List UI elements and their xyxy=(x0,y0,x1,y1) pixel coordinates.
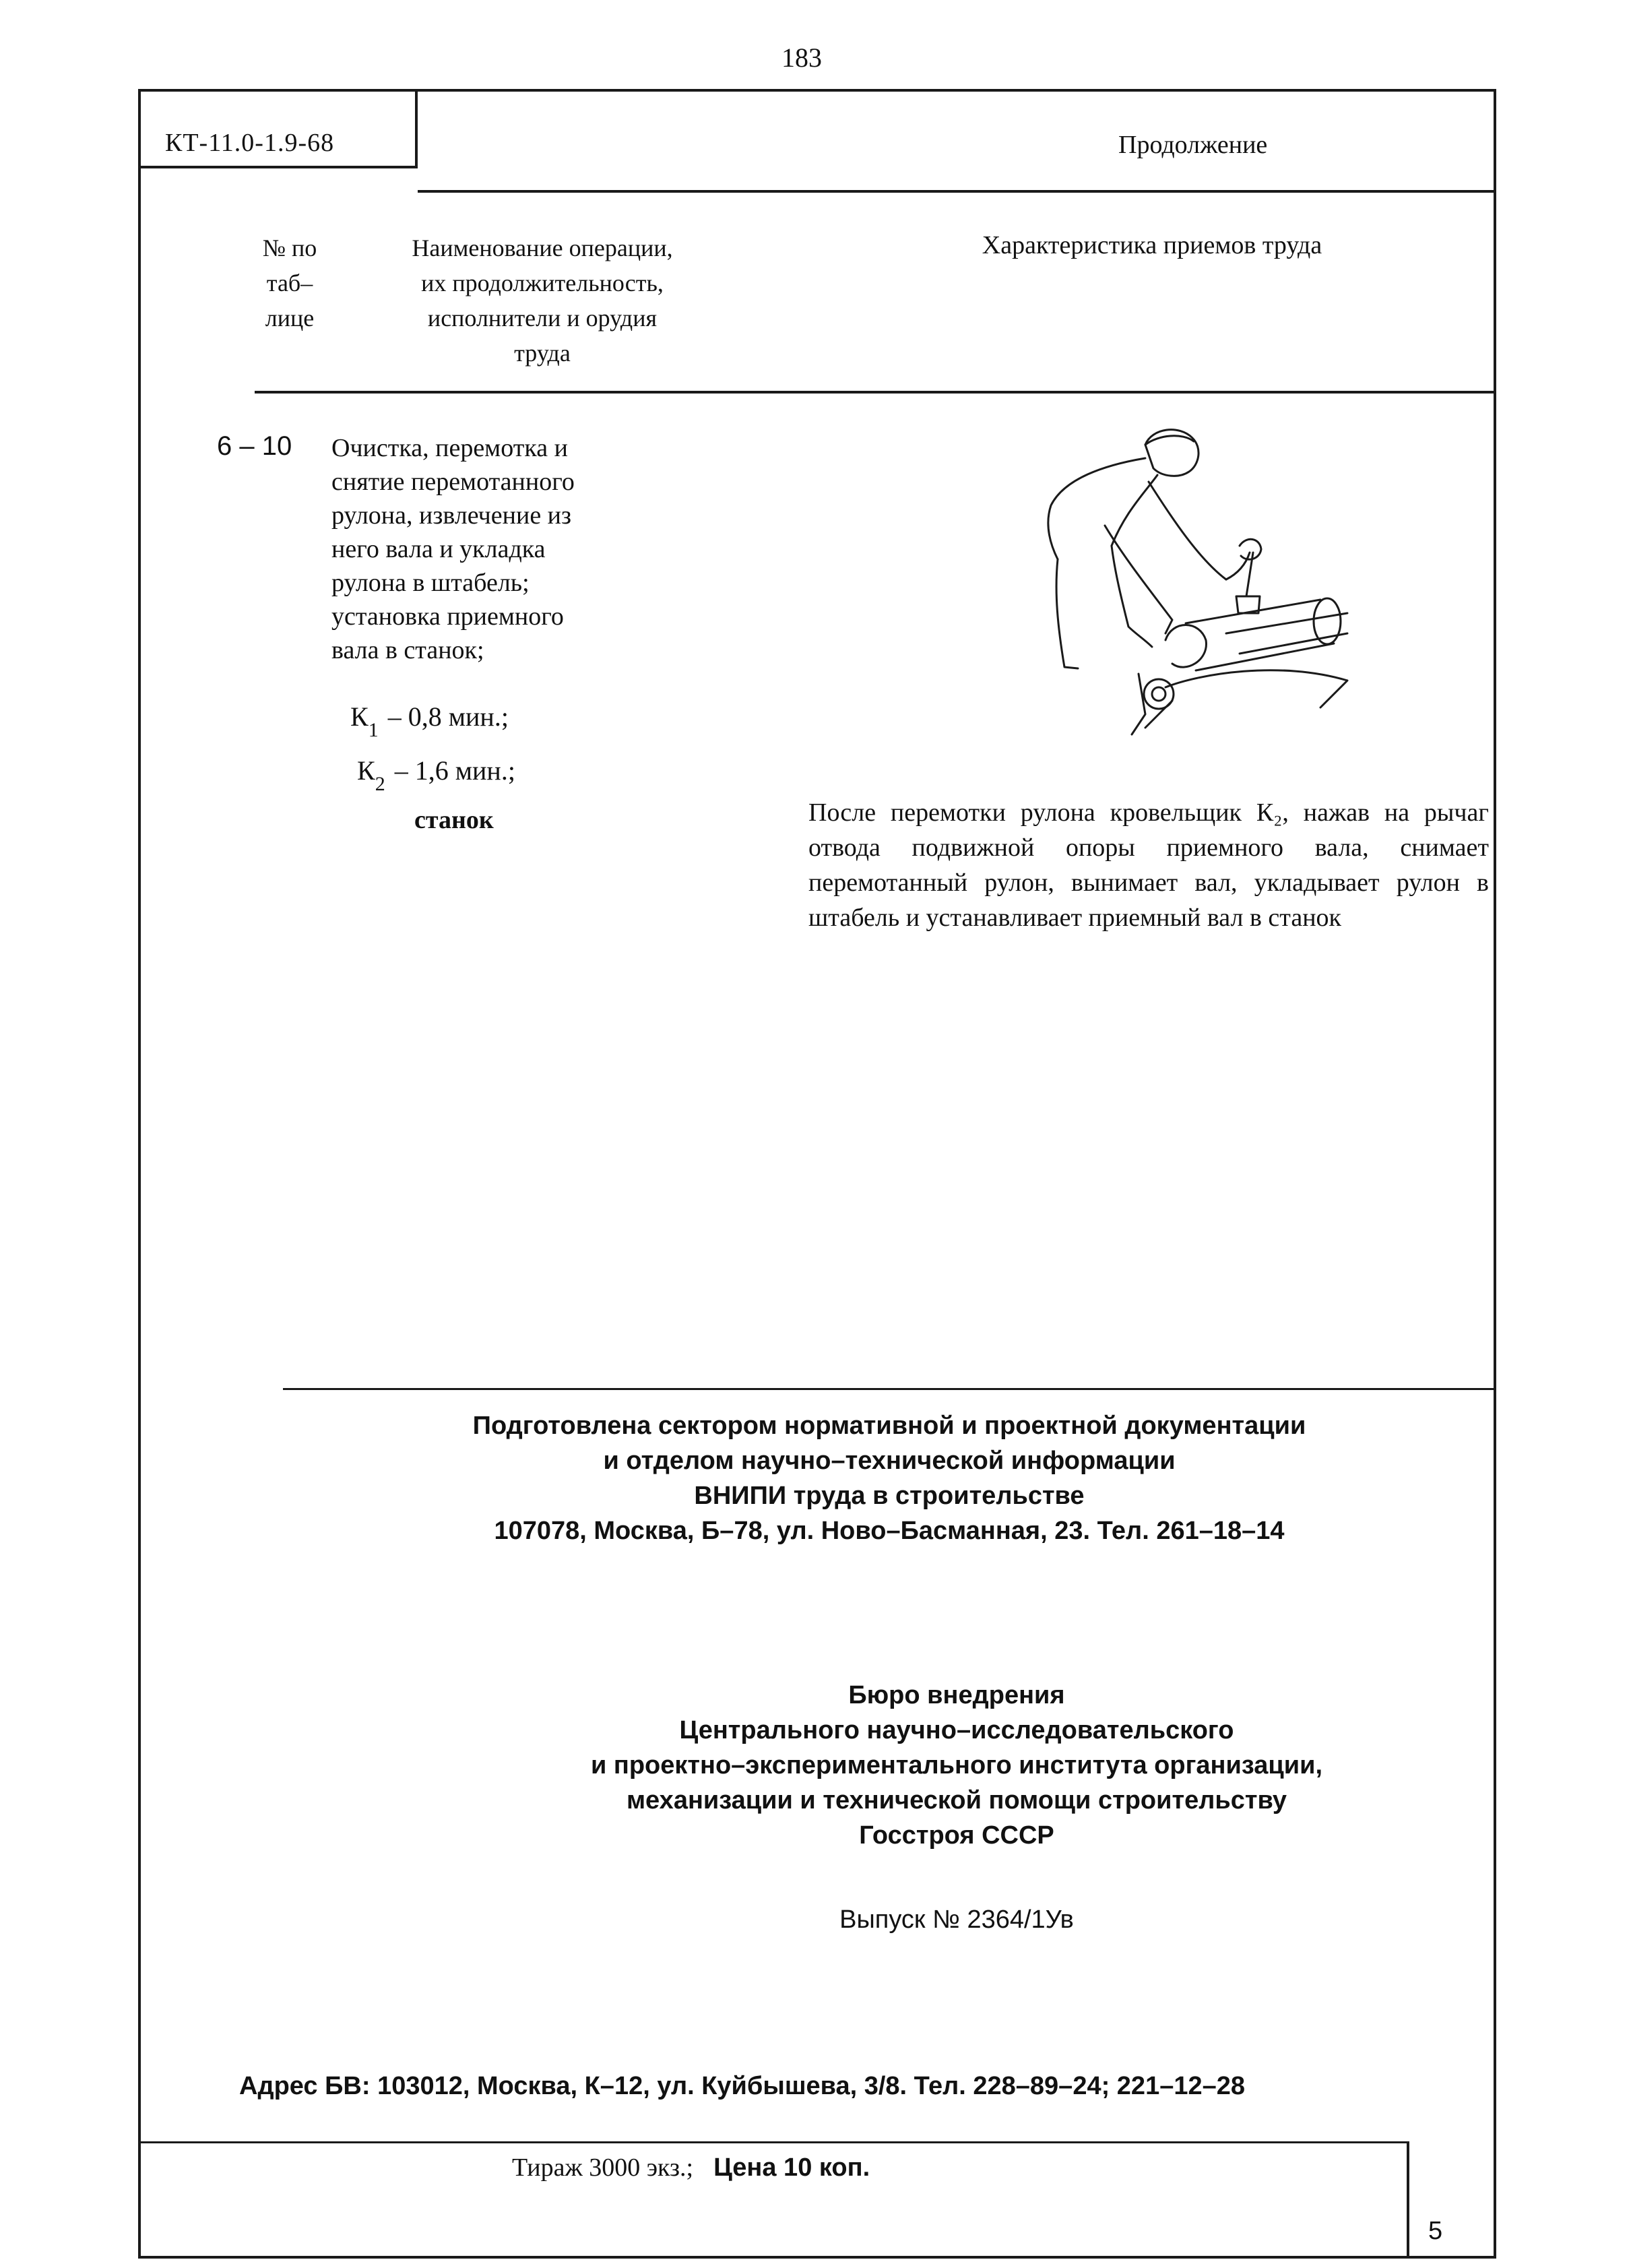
k1-value: – 0,8 мин.; xyxy=(387,701,509,732)
k1-subscript: 1 xyxy=(368,719,379,741)
row-number: 6 – 10 xyxy=(217,431,292,461)
bureau-block: Бюро внедрения Центрального научно–исследовательского и проектно–экспериментального института организации, механизации и технической помощи строительству Госстроя СССР xyxy=(590,1681,1323,1850)
lever xyxy=(1236,553,1260,613)
operation-description: Очистка, перемотка и снятие перемотанного рулона, извлечение из него вала и укладка рулона в штабель; установка приемного вала в станок; xyxy=(331,434,575,664)
column-header-operation: Наименование операции, их продолжительность, исполнители и орудия труда xyxy=(412,234,673,367)
sheet-number-box xyxy=(1407,2141,1494,2256)
machine-frame xyxy=(1145,670,1347,728)
tool-label: станок xyxy=(414,806,494,834)
worker-hand xyxy=(1240,539,1261,559)
machine-roll-body xyxy=(1186,600,1334,670)
price: Цена 10 коп. xyxy=(713,2153,870,2182)
worker-at-winding-machine-illustration xyxy=(943,418,1354,748)
k1-letter: К xyxy=(350,701,369,732)
machine-wheel-inner xyxy=(1152,687,1165,701)
worker-leg-back xyxy=(1056,559,1078,668)
footer-separator xyxy=(283,1388,1496,1390)
doc-code: КТ-11.0-1.9-68 xyxy=(165,129,335,157)
prepared-by-credit: Подготовлена сектором нормативной и проектной документации и отделом научно–технической информации ВНИПИ труда в строительстве 107078, Москва, Б–78, ул. Ново–Басманная, 23. Тел. 261–18–14 xyxy=(472,1412,1306,1545)
k2-letter: К xyxy=(357,755,375,786)
print-run: Тираж 3000 экз.; xyxy=(512,2153,694,2182)
technique-description: После перемотки рулона кровельщик К₂, нажав на рычаг отвода подвижной опоры приемного вала, снимает перемотанный рулон, вынимает вал, укладывает рулон в штабель и устанавливает приемный вал в станок xyxy=(808,798,1489,932)
worker-arm-lower xyxy=(1226,553,1250,579)
duration-k2 xyxy=(357,755,515,795)
duration-k1 xyxy=(350,701,509,741)
continuation-label: Продолжение xyxy=(1118,131,1268,159)
worker-arm-upper xyxy=(1149,482,1226,579)
machine-table xyxy=(1226,613,1347,654)
worker-leg-front xyxy=(1112,546,1152,647)
machine-wheel-outer xyxy=(1144,679,1174,709)
worker-cap xyxy=(1145,436,1194,445)
sheet-number: 5 xyxy=(1428,2217,1443,2245)
machine-roll xyxy=(1165,625,1206,668)
worker-other-arm xyxy=(1105,526,1172,633)
column-header-characteristic: Характеристика приемов труда xyxy=(982,231,1322,259)
print-run-line xyxy=(512,2153,870,2182)
page-number: 183 xyxy=(781,42,822,73)
header-top-rule xyxy=(418,190,1496,193)
bureau-address: Адрес БВ: 103012, Москва, К–12, ул. Куйбышева, 3/8. Тел. 228–89–24; 221–12–28 xyxy=(239,2072,1246,2100)
issue-number: Выпуск № 2364/1Ув xyxy=(839,1905,1074,1934)
k2-subscript: 2 xyxy=(375,773,385,795)
header-bottom-rule xyxy=(255,391,1496,393)
k2-value: – 1,6 мин.; xyxy=(394,755,515,786)
machine-bracket xyxy=(1132,674,1145,734)
print-run-rule xyxy=(138,2141,1408,2143)
column-header-number: № по таб– лице xyxy=(262,234,317,332)
